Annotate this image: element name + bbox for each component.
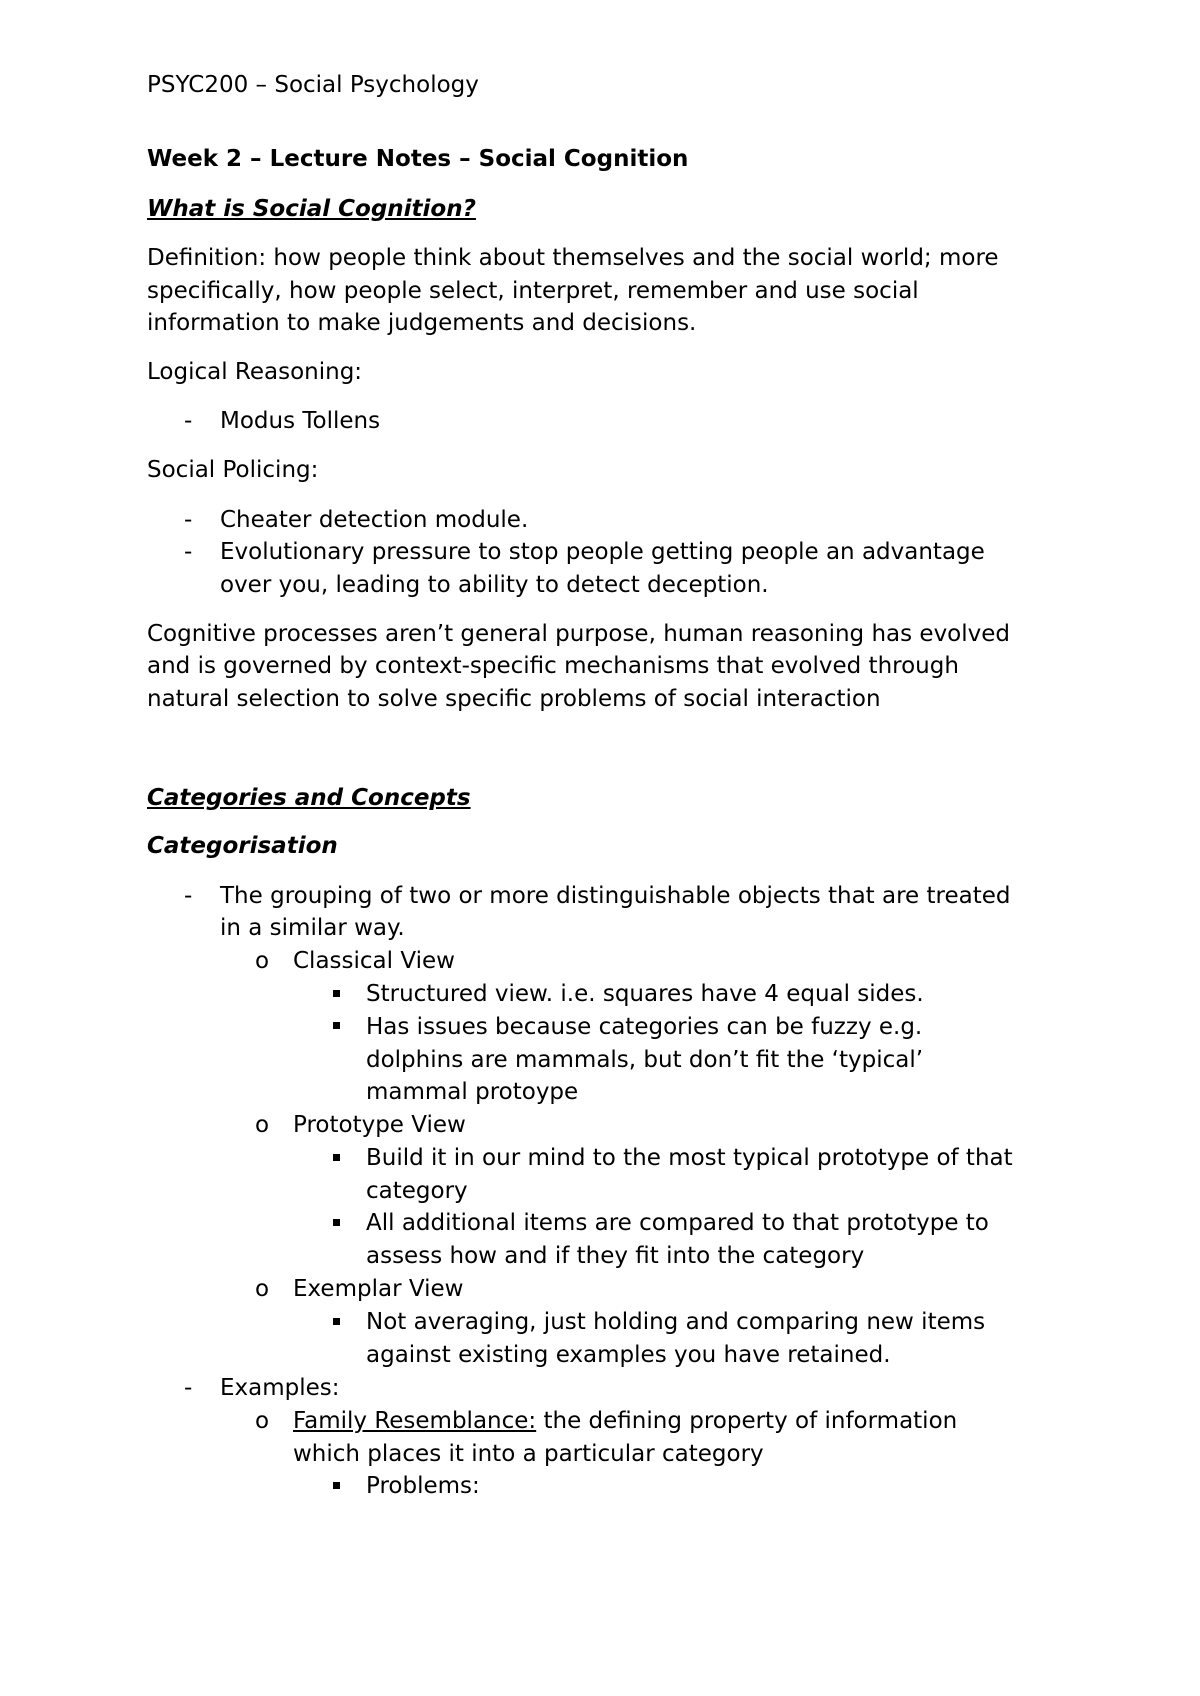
- sub-item-classical-view: Classical View: [293, 948, 455, 974]
- square-bullet-icon: [333, 1318, 340, 1325]
- list-item: Cheater detection module.: [220, 507, 529, 533]
- list-item: The grouping of two or more distinguishable objects that are treated: [220, 883, 1011, 909]
- circle-bullet: o: [255, 1112, 270, 1138]
- cognitive-paragraph-line: Cognitive processes aren’t general purpose, human reasoning has evolved: [147, 621, 1011, 647]
- circle-bullet: o: [255, 948, 270, 974]
- definition-line: information to make judgements and decisions.: [147, 310, 697, 336]
- social-policing-label: Social Policing:: [147, 457, 319, 483]
- sub-sub-item: Has issues because categories can be fuzzy e.g.: [366, 1014, 923, 1040]
- list-item: Modus Tollens: [220, 408, 381, 434]
- sub-sub-item-continuation: assess how and if they fit into the category: [366, 1243, 865, 1269]
- list-item-continuation: over you, leading to ability to detect deception.: [220, 572, 769, 598]
- square-bullet-icon: [333, 1022, 340, 1029]
- sub-item-prototype-view: Prototype View: [293, 1112, 466, 1138]
- square-bullet-icon: [333, 1219, 340, 1226]
- circle-bullet: o: [255, 1408, 270, 1434]
- definition-line: Definition: how people think about themselves and the social world; more: [147, 245, 999, 271]
- list-item: Evolutionary pressure to stop people getting people an advantage: [220, 539, 985, 565]
- square-bullet-icon: [333, 1154, 340, 1161]
- family-resemblance-term: Family Resemblance:: [293, 1408, 537, 1434]
- square-bullet-icon: [333, 1482, 340, 1489]
- section-heading-social-cognition: What is Social Cognition?: [147, 196, 476, 222]
- dash-bullet: -: [184, 507, 193, 533]
- list-item-examples: Examples:: [220, 1375, 340, 1401]
- sub-sub-item-problems: Problems:: [366, 1473, 480, 1499]
- cognitive-paragraph-line: natural selection to solve specific problems of social interaction: [147, 686, 881, 712]
- course-header: PSYC200 – Social Psychology: [147, 72, 479, 98]
- sub-sub-item-continuation: category: [366, 1178, 468, 1204]
- sub-sub-item-continuation: against existing examples you have retained.: [366, 1342, 891, 1368]
- page-title: Week 2 – Lecture Notes – Social Cognition: [147, 146, 689, 172]
- circle-bullet: o: [255, 1276, 270, 1302]
- logical-reasoning-label: Logical Reasoning:: [147, 359, 363, 385]
- sub-sub-item: Not averaging, just holding and comparing new items: [366, 1309, 986, 1335]
- section-heading-categories: Categories and Concepts: [147, 785, 471, 811]
- square-bullet-icon: [333, 990, 340, 997]
- definition-line: specifically, how people select, interpret, remember and use social: [147, 278, 919, 304]
- sub-item-exemplar-view: Exemplar View: [293, 1276, 464, 1302]
- sub-sub-item: All additional items are compared to that prototype to: [366, 1210, 989, 1236]
- sub-sub-item-continuation: dolphins are mammals, but don’t fit the ‘typical’: [366, 1047, 924, 1073]
- family-resemblance-continuation: which places it into a particular category: [293, 1441, 764, 1467]
- family-resemblance-definition: the defining property of information: [536, 1408, 958, 1434]
- subheading-categorisation: Categorisation: [147, 833, 338, 859]
- sub-sub-item: Structured view. i.e. squares have 4 equal sides.: [366, 981, 924, 1007]
- family-resemblance-line: [293, 1406, 957, 1436]
- list-item-continuation: in a similar way.: [220, 915, 405, 941]
- cognitive-paragraph-line: and is governed by context-specific mechanisms that evolved through: [147, 653, 959, 679]
- dash-bullet: -: [184, 1375, 193, 1401]
- dash-bullet: -: [184, 883, 193, 909]
- sub-sub-item-continuation: mammal protoype: [366, 1079, 579, 1105]
- dash-bullet: -: [184, 539, 193, 565]
- dash-bullet: -: [184, 408, 193, 434]
- sub-sub-item: Build it in our mind to the most typical prototype of that: [366, 1145, 1013, 1171]
